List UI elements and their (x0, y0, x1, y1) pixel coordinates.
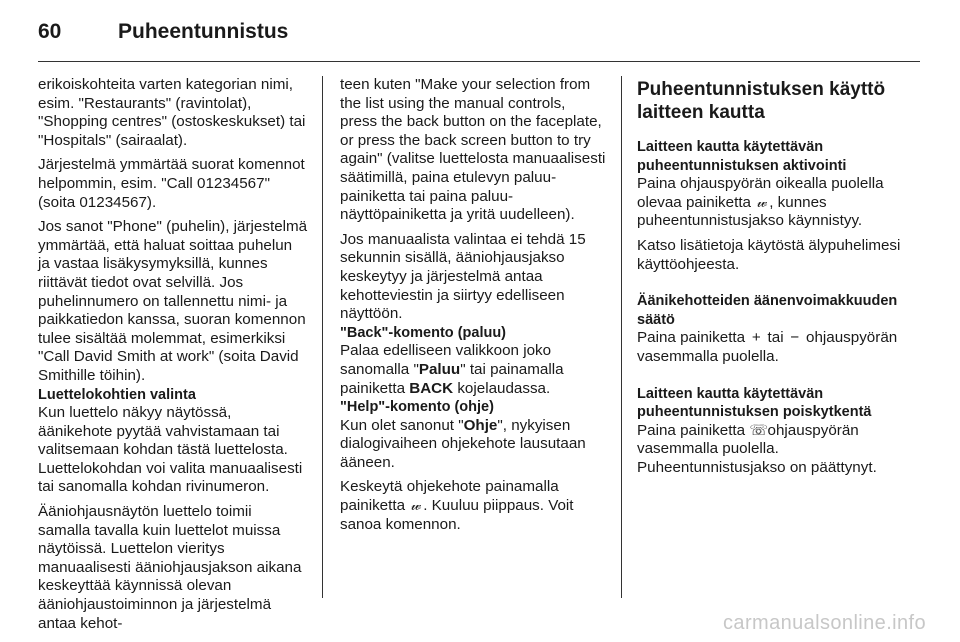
section-heading: "Help"-komento (ohje) (340, 399, 494, 416)
text: Paina ohjauspyörän oikealla puolella olevaa painiketta (637, 175, 884, 211)
text: Paina painiketta (637, 329, 750, 347)
page-number: 60 (38, 20, 62, 43)
paragraph (637, 422, 923, 478)
paragraph (340, 342, 606, 398)
header-rule (38, 61, 920, 62)
paragraph: erikoiskohteita varten kategorian nimi, esim. "Restaurants" (ravintolat), "Shopping centres" (ostoskeskukset) tai "Hospitals" (sairaalat). (38, 76, 306, 149)
paragraph: Kun luettelo näkyy näytössä, äänikehote pyytää vahvistamaan tai valitsemaan kohdan tästä luettelosta. Luettelokohdan voi valita manuaalisesti tai sanomalla kohdan rivinumeron. (38, 404, 303, 496)
page-title: Puheentunnistus (118, 20, 289, 43)
paragraph (340, 417, 606, 473)
paragraph: teen kuten "Make your selection from the list using the manual controls, press the back button on the faceplate, or press the back screen button to try again" (valitse luettelosta manuaalisesti säätimillä, paina etulevyn paluu-painiketta tai paina paluu-näyttöpainiketta ja yritä uudelleen). (340, 76, 606, 224)
paragraph: Jos sanot "Phone" (puhelin), järjestelmä ymmärtää, että haluat soittaa puhelun ja vastaa lisäkysymyksillä, kunnes riittävät tiedot ovat selvillä. Jos puhelinnumero on tallennettu nimi- ja paikkatiedon kanssa, suoran komennon tulee sisältää molemmat, esimerkiksi "Call David Smith at work" (soita David Smithille töihin). (38, 218, 308, 384)
paragraph (637, 175, 923, 231)
paragraph: Ääniohjausnäytön luettelo toimii samalla tavalla kuin luettelot muissa näytöissä. Luettelon vieritys manuaalisesti ääniohjausjakson aikana keskeyttää käynnissä olevan ääniohjaustoiminnon ja järjestelmä antaa kehot- (38, 503, 302, 632)
column-divider (322, 76, 323, 598)
paragraph (340, 478, 606, 534)
text: ohjauspyörän vasemmalla puolella. (637, 329, 898, 365)
text: ohjauspyörän vasemmalla puolella. Puheentunnistusjakso on päättynyt. (637, 421, 877, 476)
text: tai (763, 329, 788, 347)
text: Palaa edelliseen valikkoon joko sanomalla " (340, 342, 552, 378)
section-heading: Äänikehotteiden äänenvoimakkuuden säätö (637, 293, 898, 328)
section-heading: Luettelokohtien valinta (38, 386, 196, 403)
text: Kun olet sanonut " (340, 416, 464, 434)
text: Paina painiketta (637, 421, 750, 439)
text: . Kuuluu piippaus. Voit sanoa komennon. (340, 497, 574, 533)
text: ", nykyisen dialogivaiheen ohjekehote lausutaan ääneen. (340, 416, 586, 471)
chapter-heading: Puheentunnistuksen käyttö laitteen kautta (637, 79, 886, 123)
phone-hangup-icon: ☏ (749, 421, 769, 439)
voice-icon: 𝓌 (756, 193, 768, 211)
watermark: carmanualsonline.info (723, 612, 926, 634)
column-2 (340, 76, 606, 540)
spacer (637, 280, 923, 292)
text: kojelaudassa. (453, 379, 551, 397)
section-heading: "Back"-komento (paluu) (340, 324, 507, 341)
paragraph: Jos manuaalista valintaa ei tehdä 15 sekunnin sisällä, ääniohjausjakso keskeytyy ja järjestelmä antaa kehotteviestin ja siirtyy edelliseen näyttöön. (340, 230, 586, 323)
paragraph: Katso lisätietoja käytöstä älypuhelimesi käyttöohjeesta. (637, 236, 901, 273)
column-divider (621, 76, 622, 598)
paragraph (637, 329, 923, 366)
bold-text: Ohje (463, 416, 498, 434)
column-1 (38, 76, 308, 639)
text: , kunnes puheentunnistusjakso käynnistyy. (637, 193, 863, 230)
minus-icon: − (790, 329, 800, 347)
section-heading: Laitteen kautta käytettävän puheentunnistuksen poiskytkentä (637, 385, 872, 421)
plus-icon: + (751, 329, 761, 347)
text: " tai painamalla painiketta (340, 360, 564, 397)
column-3 (637, 76, 923, 484)
bold-text: BACK (409, 379, 454, 397)
text: Keskeytä ohjekehote painamalla painiketta (340, 478, 559, 515)
bold-text: Paluu (418, 360, 461, 378)
voice-icon: 𝓌 (410, 497, 422, 515)
section-heading: Laitteen kautta käytettävän puheentunnistuksen aktivointi (637, 139, 847, 174)
page-header (0, 0, 960, 62)
paragraph: Järjestelmä ymmärtää suorat komennot helpommin, esim. "Call 01234567" (soita 01234567). (38, 156, 305, 211)
spacer (637, 373, 923, 385)
